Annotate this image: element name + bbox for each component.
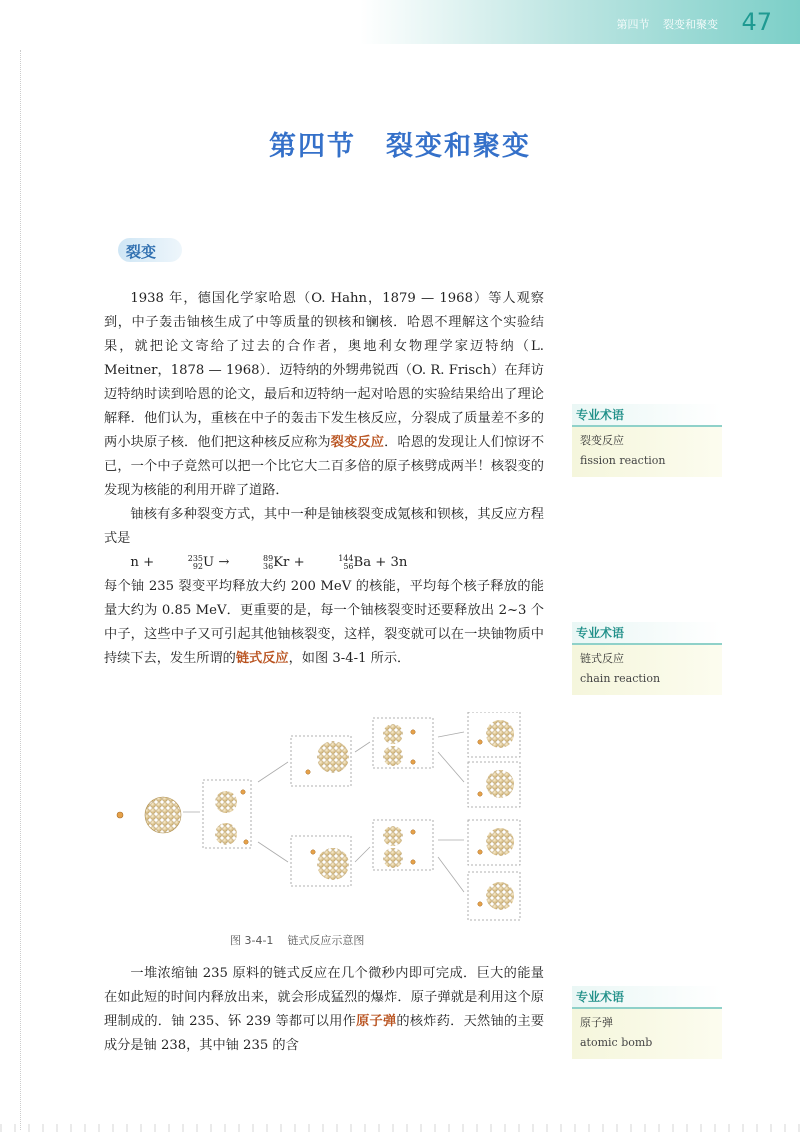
eq-ba-isotope <box>312 555 354 571</box>
term-label: 专业术语 <box>572 622 722 645</box>
running-head-title: 裂变和聚变 <box>663 18 718 31</box>
running-head <box>607 16 719 32</box>
term-zh: 原子弹 <box>580 1016 613 1029</box>
fragment-icon <box>383 848 403 868</box>
term-label: 专业术语 <box>572 986 722 1009</box>
term-en: atomic bomb <box>580 1036 653 1049</box>
paragraph-4-text: 一堆浓缩铀 235 原料的链式反应在几个微秒内即可完成．巨大的能量在如此短的时间内释放出来，就会形成猛烈的爆炸．原子弹就是利用这个原理制成的．铀 235、钚 239 等都可以用作 <box>104 966 544 1029</box>
uranium-nucleus-icon <box>145 797 181 833</box>
term-body <box>572 427 722 477</box>
term-body <box>572 1009 722 1059</box>
section-heading <box>118 238 182 262</box>
eq-u-z: 92 <box>192 561 204 571</box>
fragment-icon <box>383 724 403 744</box>
running-head-section: 第四节 <box>616 18 650 31</box>
binding-margin <box>20 50 22 1130</box>
term-box-fission <box>572 404 722 477</box>
eq-neutrons: 3n <box>390 555 408 570</box>
nuclei <box>117 720 514 910</box>
uranium-nucleus-icon <box>486 720 514 748</box>
eq-plus: + <box>293 555 305 570</box>
figure-caption <box>230 932 364 948</box>
keyword-chain-reaction: 链式反应 <box>235 651 289 666</box>
figure-caption-text: 链式反应示意图 <box>287 934 365 947</box>
term-zh: 裂变反应 <box>580 434 624 447</box>
uranium-nucleus-icon <box>486 770 514 798</box>
term-box-chain <box>572 622 722 695</box>
paragraph-2-text: 铀核有多种裂变方式，其中一种是铀核裂变成氪核和钡核，其反应方程式是 <box>104 507 544 546</box>
keyword-atomic-bomb: 原子弹 <box>356 1014 397 1029</box>
chain-reaction-figure <box>108 712 528 922</box>
eq-ba-symbol: Ba <box>353 555 372 570</box>
eq-plus: + <box>375 555 387 570</box>
eq-kr-symbol: Kr <box>273 555 290 570</box>
eq-ba-z: 56 <box>343 561 354 571</box>
paragraph-1 <box>104 287 544 671</box>
eq-kr-isotope <box>237 555 274 571</box>
term-zh: 链式反应 <box>580 652 624 665</box>
chapter-name: 裂变和聚变 <box>386 131 531 162</box>
eq-arrow: → <box>218 555 230 570</box>
paragraph-4-text-end: 的核炸药．天然铀的主要成分是铀 238，其中铀 235 的含 <box>104 1014 545 1053</box>
uranium-nucleus-icon <box>486 828 514 856</box>
term-en: fission reaction <box>580 454 666 467</box>
term-body <box>572 645 722 695</box>
chapter-number: 第四节 <box>269 131 356 162</box>
neutron-icon <box>117 812 123 818</box>
term-label: 专业术语 <box>572 404 722 427</box>
eq-kr-z: 36 <box>263 561 274 571</box>
eq-u-mass: 235 <box>187 553 204 563</box>
page-bottom-edge <box>0 1124 800 1132</box>
eq-u-isotope <box>161 555 203 571</box>
uranium-nucleus-icon <box>486 882 514 910</box>
paragraph-3 <box>104 575 544 671</box>
eq-u-symbol: U <box>203 555 215 570</box>
paragraph-4 <box>104 962 544 1058</box>
uranium-nucleus-icon <box>317 741 349 773</box>
fragment-icon <box>383 826 403 846</box>
paragraph-1-text: 1938 年，德国化学家哈恩（O. Hahn，1879 — 1968）等人观察到，中子轰击铀核生成了中等质量的钡核和镧核．哈恩不理解这个实验结果，就把论文寄给了过去的合作者，奥地利女物理学家迈特纳（L. Meitner，1878 — 1968）．迈特纳的外甥弗锐西（O. R. Frisch）在拜访迈特纳时读到哈恩的论文，最后和迈特纳一起对哈恩的实验结果给出了理论解释．他们认为，重核在中子的轰击下发生核反应，分裂成了质量差不多的两小块原子核．他们把这种核反应称为 <box>104 291 544 450</box>
paragraph-3-text: 每个铀 235 裂变平均释放大约 200 MeV 的核能，平均每个核子释放的能量大约为 0.85 MeV．更重要的是，每一个铀核裂变时还要释放出 2~3 个中子，这些中子又可引起其他铀核裂变，这样，裂变就可以在一块铀物质中持续下去，发生所谓的 <box>104 579 544 666</box>
neutrons <box>241 730 482 906</box>
figure-number: 图 3-4-1 <box>230 934 274 947</box>
fragment-icon <box>383 746 403 766</box>
fragment-icon <box>215 823 237 845</box>
term-box-bomb <box>572 986 722 1059</box>
term-en: chain reaction <box>580 672 661 685</box>
eq-neutron: n <box>130 555 139 570</box>
keyword-fission: 裂变反应 <box>330 435 385 450</box>
paragraph-1-text-end: ．哈恩的发现让人们惊讶不已，一个中子竟然可以把一个比它大二百多倍的原子核劈成两半！核裂变的发现为核能的利用开辟了道路． <box>104 435 545 498</box>
paragraph-3-text-end: ，如图 3-4-1 所示． <box>288 651 411 666</box>
eq-plus: + <box>143 555 155 570</box>
fission-equation <box>104 551 544 575</box>
eq-kr-mass: 89 <box>263 553 274 563</box>
page-number: 47 <box>741 8 772 36</box>
figure-frames <box>203 712 520 920</box>
section-heading-label: 裂变 <box>126 243 157 261</box>
fragment-icon <box>215 791 237 813</box>
uranium-nucleus-icon <box>317 848 349 880</box>
eq-ba-mass: 144 <box>338 553 354 563</box>
paragraph-2 <box>104 503 544 551</box>
chapter-title <box>0 124 800 163</box>
